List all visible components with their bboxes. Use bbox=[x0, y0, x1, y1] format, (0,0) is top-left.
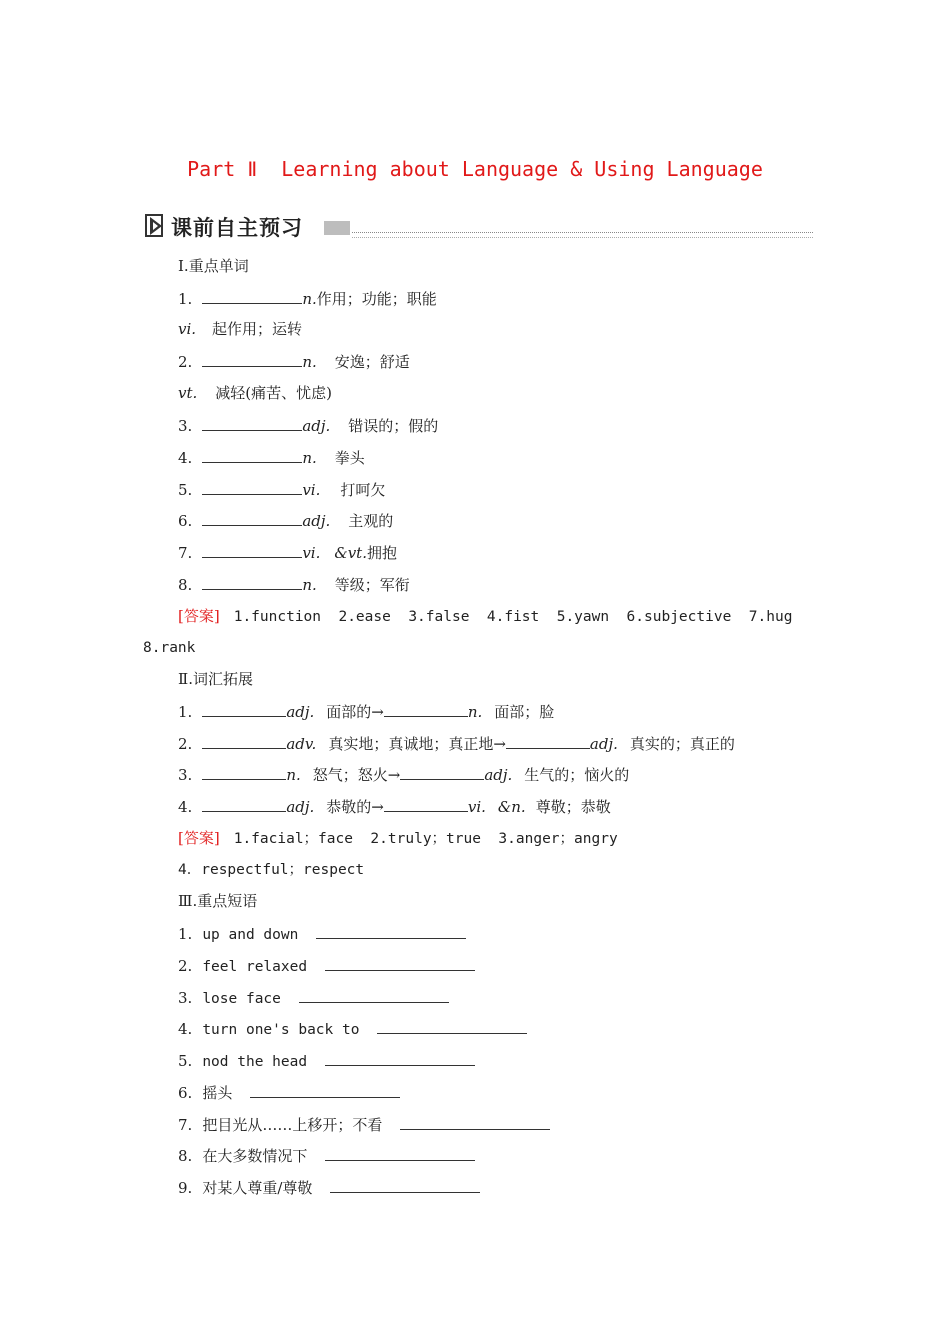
item-number: 1. bbox=[178, 925, 193, 943]
answer-blank[interactable] bbox=[202, 351, 302, 367]
answer-blank[interactable] bbox=[377, 1018, 527, 1034]
item-number: 4. bbox=[178, 798, 193, 816]
answer-blank[interactable] bbox=[299, 987, 449, 1003]
list-item bbox=[178, 288, 437, 309]
answer-blank[interactable] bbox=[202, 447, 302, 463]
meaning: 拥抱 bbox=[366, 544, 397, 562]
phrase: lose face bbox=[202, 991, 281, 1007]
part-of-speech: vt. bbox=[178, 384, 198, 402]
answer-line-continued: 8.rank bbox=[143, 640, 196, 656]
section-heading-2: Ⅱ.词汇拓展 bbox=[178, 670, 253, 688]
part-of-speech: adj. bbox=[302, 512, 331, 530]
list-item bbox=[178, 319, 302, 339]
answer-blank[interactable] bbox=[325, 955, 475, 971]
list-item bbox=[178, 701, 554, 722]
answer-blank[interactable] bbox=[202, 288, 302, 304]
part-of-speech: vi. bbox=[302, 544, 321, 562]
list-item bbox=[178, 479, 385, 500]
section-banner-title: 课前自主预习 bbox=[171, 216, 303, 240]
item-number: 1. bbox=[178, 703, 193, 721]
part-of-speech: vi. bbox=[302, 481, 321, 499]
list-item bbox=[178, 1050, 475, 1072]
answer-blank[interactable] bbox=[202, 415, 302, 431]
part-of-speech: vi. bbox=[467, 798, 486, 816]
meaning: 生气的；恼火的 bbox=[524, 766, 630, 784]
answer-blank[interactable] bbox=[202, 574, 302, 590]
banner-rule bbox=[352, 232, 813, 233]
list-item bbox=[178, 383, 332, 403]
part-of-speech: adj. bbox=[286, 798, 315, 816]
item-number: 8. bbox=[178, 576, 193, 594]
phrase: nod the head bbox=[202, 1054, 308, 1070]
list-item bbox=[178, 1145, 475, 1166]
item-number: 2. bbox=[178, 957, 193, 975]
meaning: 错误的；假的 bbox=[348, 417, 439, 435]
list-item bbox=[178, 733, 735, 754]
item-number: 1. bbox=[178, 290, 193, 308]
list-item bbox=[178, 542, 397, 563]
part-of-speech: adj. bbox=[286, 703, 315, 721]
item-number: 2. bbox=[178, 353, 193, 371]
phrase: 摇头 bbox=[202, 1084, 233, 1102]
list-item bbox=[178, 1177, 480, 1198]
part-of-speech: n. bbox=[467, 703, 483, 721]
phrase: up and down bbox=[202, 927, 299, 943]
answer-blank[interactable] bbox=[202, 479, 302, 495]
phrase: 把目光从……上移开；不看 bbox=[202, 1116, 383, 1134]
answer-blank[interactable] bbox=[202, 701, 286, 717]
phrase: feel relaxed bbox=[202, 959, 308, 975]
item-number: 5. bbox=[178, 1052, 193, 1070]
list-item bbox=[178, 955, 475, 977]
meaning: 面部；脸 bbox=[494, 703, 555, 721]
item-number: 3. bbox=[178, 766, 193, 784]
page-title: Part Ⅱ Learning about Language & Using Language bbox=[187, 157, 763, 181]
list-item bbox=[178, 1018, 527, 1040]
part-of-speech: vi. bbox=[178, 320, 197, 338]
meaning: 真实地；真诚地；真正地→ bbox=[328, 735, 506, 753]
answer-text: 1.facial；face 2.truly；true 3.anger；angry bbox=[233, 831, 618, 847]
meaning: 尊敬；恭敬 bbox=[535, 798, 611, 816]
part-of-speech: adj. bbox=[484, 766, 513, 784]
answer-blank[interactable] bbox=[384, 701, 468, 717]
item-number: 8. bbox=[178, 1147, 193, 1165]
part-of-speech: n. bbox=[302, 353, 317, 371]
list-item bbox=[178, 987, 449, 1009]
part-of-speech: adv. bbox=[286, 735, 317, 753]
answer-line bbox=[178, 606, 792, 627]
item-number: 9. bbox=[178, 1179, 193, 1197]
meaning: 主观的 bbox=[348, 512, 394, 530]
list-item bbox=[178, 447, 365, 468]
list-item bbox=[178, 923, 466, 945]
part-of-speech: n. bbox=[286, 766, 301, 784]
answer-blank[interactable] bbox=[316, 923, 466, 939]
meaning: 怒气；怒火→ bbox=[312, 766, 401, 784]
answer-label: [答案] bbox=[178, 607, 220, 625]
answer-blank[interactable] bbox=[506, 733, 590, 749]
item-number: 2. bbox=[178, 735, 193, 753]
answer-blank[interactable] bbox=[400, 1114, 550, 1130]
answer-blank[interactable] bbox=[202, 542, 302, 558]
answer-text: 1.function 2.ease 3.false 4.fist 5.yawn 6.subjective 7.hug bbox=[233, 609, 793, 625]
item-number: 4. bbox=[178, 449, 193, 467]
meaning: 作用；功能；职能 bbox=[316, 290, 437, 308]
section-heading-1: Ⅰ.重点单词 bbox=[178, 257, 249, 275]
part-of-speech: &n. bbox=[497, 798, 526, 816]
arrow-box-icon bbox=[145, 214, 165, 238]
meaning: 面部的→ bbox=[326, 703, 384, 721]
answer-blank[interactable] bbox=[330, 1177, 480, 1193]
item-number: 5. bbox=[178, 481, 193, 499]
meaning: 减轻(痛苦、忧虑) bbox=[215, 384, 332, 402]
list-item bbox=[178, 351, 410, 372]
meaning: 真实的；真正的 bbox=[629, 735, 735, 753]
phrase: 在大多数情况下 bbox=[202, 1147, 308, 1165]
meaning: 拳头 bbox=[334, 449, 365, 467]
part-of-speech: n. bbox=[302, 449, 317, 467]
banner-rule-2 bbox=[352, 237, 813, 238]
part-of-speech: adj. bbox=[302, 417, 331, 435]
answer-blank[interactable] bbox=[250, 1082, 400, 1098]
answer-blank[interactable] bbox=[325, 1050, 475, 1066]
answer-blank[interactable] bbox=[202, 764, 286, 780]
list-item bbox=[178, 510, 393, 531]
list-item bbox=[178, 574, 410, 595]
item-number: 3. bbox=[178, 417, 193, 435]
section-heading-3: Ⅲ.重点短语 bbox=[178, 892, 258, 910]
meaning: 打呵欠 bbox=[340, 481, 386, 499]
item-number: 7. bbox=[178, 1116, 193, 1134]
meaning: 等级；军衔 bbox=[334, 576, 410, 594]
answer-line-continued: 4．respectful；respect bbox=[178, 862, 365, 878]
answer-blank[interactable] bbox=[202, 796, 286, 812]
phrase: 对某人尊重/尊敬 bbox=[202, 1179, 313, 1197]
list-item bbox=[178, 764, 629, 785]
answer-blank[interactable] bbox=[202, 733, 286, 749]
item-number: 6. bbox=[178, 512, 193, 530]
part-of-speech: n. bbox=[302, 290, 317, 308]
item-number: 7. bbox=[178, 544, 193, 562]
meaning: 恭敬的→ bbox=[326, 798, 384, 816]
section-banner bbox=[143, 212, 813, 242]
phrase: turn one's back to bbox=[202, 1022, 360, 1038]
answer-blank[interactable] bbox=[325, 1145, 475, 1161]
list-item bbox=[178, 415, 438, 436]
meaning: 起作用；运转 bbox=[212, 320, 303, 338]
list-item bbox=[178, 1082, 400, 1103]
answer-line bbox=[178, 828, 618, 849]
list-item bbox=[178, 796, 611, 817]
answer-blank[interactable] bbox=[400, 764, 484, 780]
list-item bbox=[178, 1114, 550, 1135]
answer-blank[interactable] bbox=[202, 510, 302, 526]
part-of-speech: adj. bbox=[589, 735, 618, 753]
banner-grey-block bbox=[324, 221, 350, 235]
item-number: 3. bbox=[178, 989, 193, 1007]
meaning: 安逸；舒适 bbox=[334, 353, 410, 371]
answer-label: [答案] bbox=[178, 829, 220, 847]
item-number: 6. bbox=[178, 1084, 193, 1102]
part-of-speech: n. bbox=[302, 576, 317, 594]
item-number: 4. bbox=[178, 1020, 193, 1038]
part-of-speech: &vt. bbox=[334, 544, 367, 562]
answer-blank[interactable] bbox=[384, 796, 468, 812]
